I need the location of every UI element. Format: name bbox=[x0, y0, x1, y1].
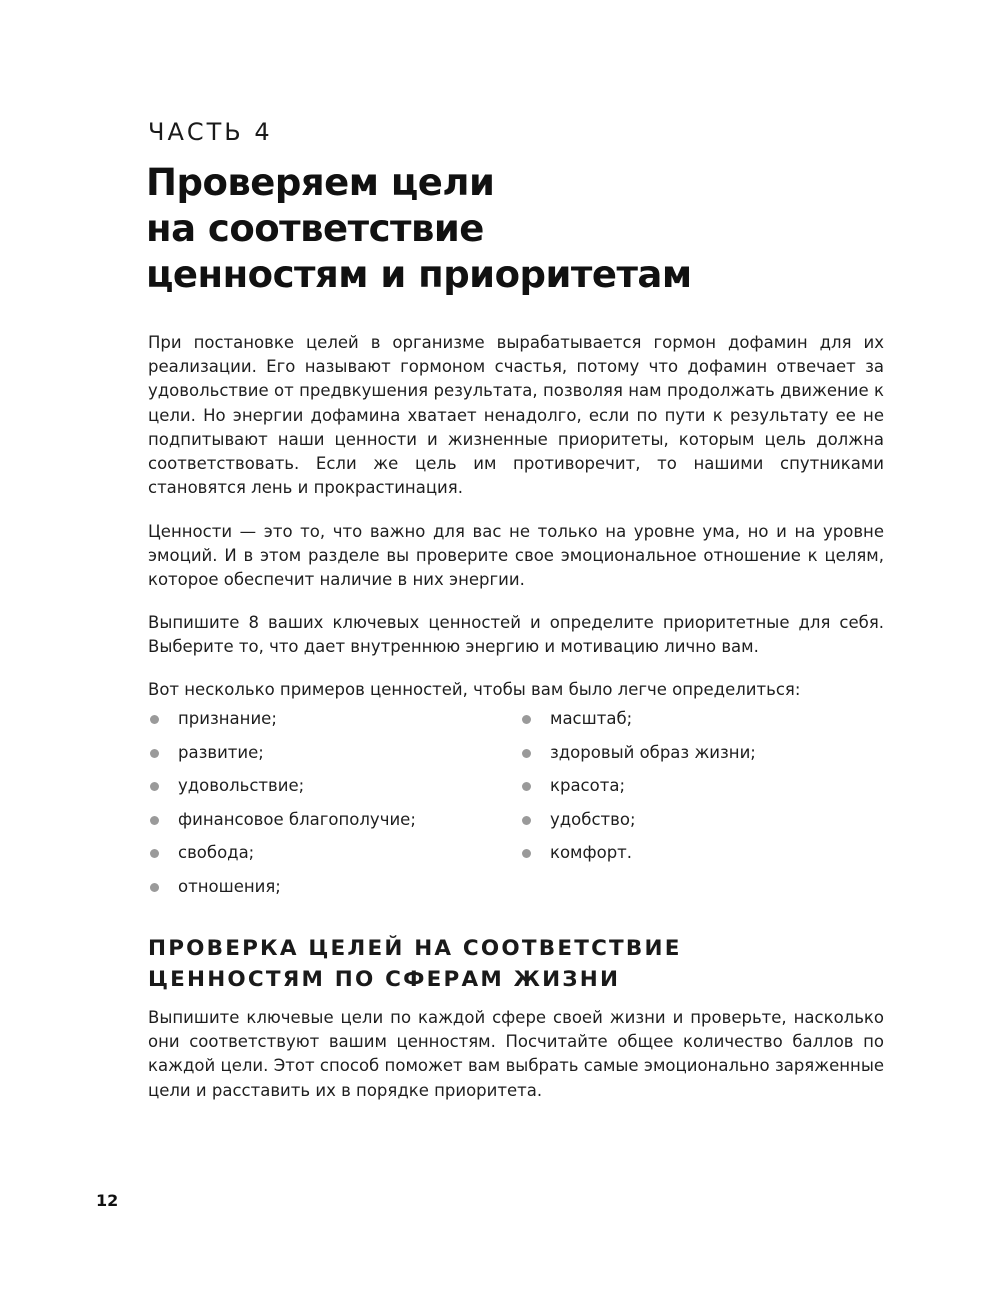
list-item-text: развитие; bbox=[178, 742, 264, 762]
instruction-paragraph: Выпишите 8 ваших ключевых ценностей и определите приоритетные для себя. Выберите то, что дает внутреннюю энергию и мотивацию лично вам. bbox=[148, 613, 884, 657]
bullet-dot-icon bbox=[150, 782, 159, 791]
bullet-dot-icon bbox=[150, 883, 159, 892]
section-title bbox=[148, 933, 682, 995]
list-item-text: свобода; bbox=[178, 843, 255, 863]
list-item-text: признание; bbox=[178, 709, 277, 728]
list-item bbox=[520, 774, 756, 808]
list-item-text: масштаб; bbox=[550, 709, 633, 728]
list-item bbox=[520, 741, 756, 775]
list-item bbox=[148, 741, 416, 775]
values-list-right bbox=[520, 707, 756, 875]
bullet-dot-icon bbox=[522, 749, 531, 758]
bullet-dot-icon bbox=[522, 849, 531, 858]
list-item-text: удобство; bbox=[550, 809, 636, 829]
list-item bbox=[148, 875, 416, 909]
bullet-dot-icon bbox=[150, 816, 159, 825]
intro-paragraph: При постановке целей в организме вырабатывается гормон дофамин для их реализации. Его называют гормоном счастья, потому что дофамин отвечает за удовольствие от предвкушения результата, позволяя нам продолжать движение к цели. Но энергии дофамина хватает ненадолго, если по пути к результату ее не подпитывают наши ценности и жизненные приоритеты, которым цель должна соответствовать. Если же цель им противоречит, то нашими спутниками становятся лень и прокрастинация. bbox=[148, 333, 884, 498]
bullet-dot-icon bbox=[150, 715, 159, 724]
page-number: 12 bbox=[96, 1191, 119, 1210]
chapter-title-line-3: ценностям и приоритетам bbox=[146, 253, 692, 296]
list-item-text: здоровый образ жизни; bbox=[550, 742, 756, 762]
list-item-text: финансовое благополучие; bbox=[178, 809, 416, 829]
examples-intro-paragraph: Вот несколько примеров ценностей, чтобы вам было легче определиться: bbox=[148, 680, 801, 699]
list-item bbox=[148, 808, 416, 842]
list-item bbox=[148, 841, 416, 875]
bullet-dot-icon bbox=[150, 849, 159, 858]
list-item bbox=[520, 707, 756, 741]
chapter-title bbox=[146, 160, 866, 298]
list-item bbox=[148, 774, 416, 808]
list-item-text: комфорт. bbox=[550, 843, 633, 863]
list-item bbox=[520, 808, 756, 842]
list-item bbox=[520, 841, 756, 875]
part-label: ЧАСТЬ 4 bbox=[148, 118, 273, 146]
list-item bbox=[148, 707, 416, 741]
values-list-left bbox=[148, 707, 416, 909]
list-item-text: отношения; bbox=[178, 876, 281, 896]
chapter-title-line-2: на соответствие bbox=[146, 207, 484, 250]
bullet-dot-icon bbox=[522, 816, 531, 825]
list-item-text: удовольствие; bbox=[178, 776, 305, 796]
section-title-line-1: ПРОВЕРКА ЦЕЛЕЙ НА СООТВЕТСТВИЕ bbox=[148, 936, 682, 961]
bullet-dot-icon bbox=[522, 715, 531, 724]
bullet-dot-icon bbox=[522, 782, 531, 791]
chapter-title-line-1: Проверяем цели bbox=[146, 161, 495, 204]
values-definition-paragraph: Ценности — это то, что важно для вас не только на уровне ума, но и на уровне эмоций. И в этом разделе вы проверите свое эмоциональное отношение к целям, которое обеспечит наличие в них энергии. bbox=[148, 522, 884, 590]
list-item-text: красота; bbox=[550, 776, 625, 796]
section-paragraph: Выпишите ключевые цели по каждой сфере своей жизни и проверьте, насколько они соответствуют вашим ценностям. Посчитайте общее количество баллов по каждой цели. Этот способ поможет вам выбрать самые эмоционально заряженные цели и расставить их в порядке приоритета. bbox=[148, 1008, 884, 1100]
section-title-line-2: ЦЕННОСТЯМ ПО СФЕРАМ ЖИЗНИ bbox=[148, 967, 621, 992]
bullet-dot-icon bbox=[150, 749, 159, 758]
